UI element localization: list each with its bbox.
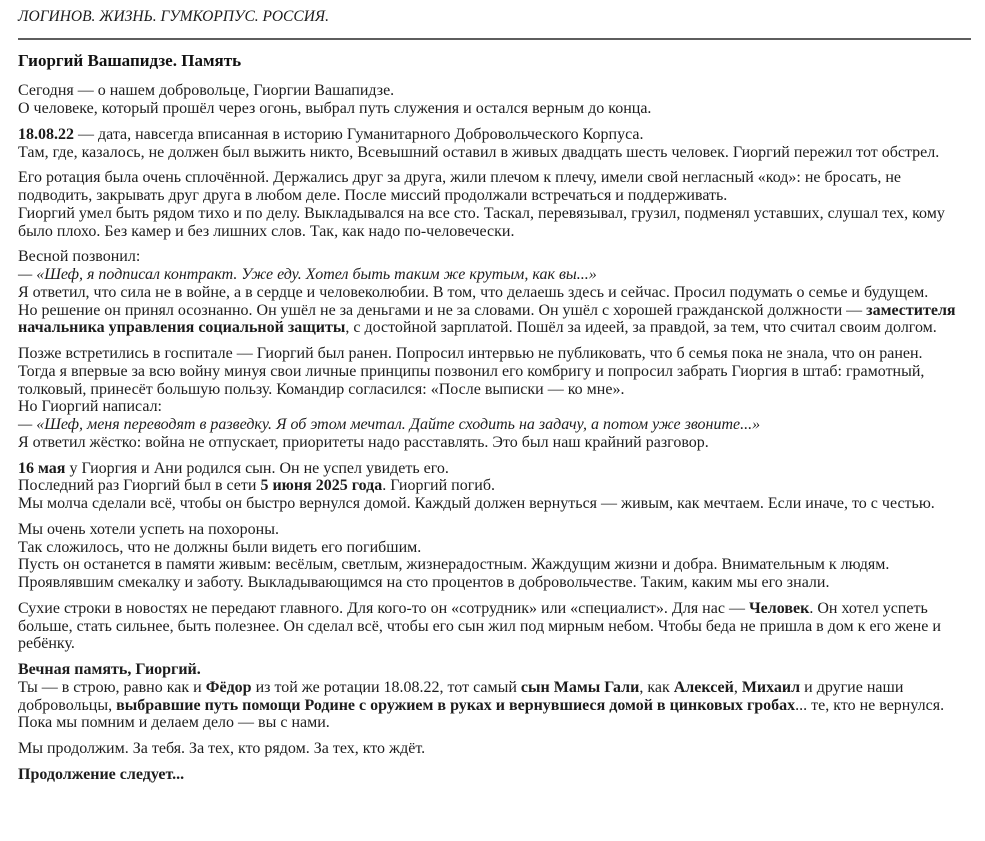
text-run: Так сложилось, что не должны были видеть его погибшим. (18, 538, 422, 556)
text-run: Мы очень хотели успеть на похороны. (18, 520, 279, 538)
text-run: Позже встретились в госпитале — Гиоргий был ранен. Попросил интервью не публиковать, что б семья пока не знала, что он ранен. (18, 345, 923, 363)
paragraph-eternal-memory (18, 661, 971, 732)
text-run: сын Мамы Гали (520, 678, 640, 696)
text-run: Мы молча сделали всё, чтобы он быстро вернулся домой. Каждый должен вернуться — живым, как мечтаем. Если иначе, то с честью. (18, 495, 935, 513)
text-run: — дата, навсегда вписанная в историю Гуманитарного Добровольческого Корпуса. (74, 125, 644, 143)
text-run: 18.08.22 (18, 125, 74, 143)
text-run: Михаил (741, 678, 801, 696)
paragraph-date-history (18, 126, 971, 162)
text-run: Последний раз Гиоргий был в сети (18, 477, 261, 495)
text-run: , (733, 678, 742, 696)
text-run: Я ответил жёстко: война не отпускает, приоритеты надо расставлять. Это был наш крайний разговор. (18, 433, 709, 451)
paragraph-human (18, 600, 971, 653)
text-run: — «Шеф, я подписал контракт. Уже еду. Хотел быть таким же крутым, как вы...» (18, 266, 597, 284)
paragraph-intro (18, 82, 971, 118)
text-run: Гиоргий умел быть рядом тихо и по делу. Выкладывался на все сто. Таскал, перевязывал, грузил, подменял уставших, слушал тех, кому было плохо. Без камер и без лишних слов. Так, как надо по-человечески. (18, 204, 945, 240)
article-title: Гиоргий Вашапидзе. Память (18, 50, 242, 70)
text-run: Мы продолжим. За тебя. За тех, кто рядом. За тех, кто ждёт. (18, 740, 426, 758)
text-run: Продолжение следует... (18, 765, 185, 783)
text-run: Пока мы помним и делаем дело — вы с нами. (18, 714, 330, 732)
text-run: Вечная память, Гиоргий. (18, 661, 201, 679)
text-run: Но решение он принял осознанно. Он ушёл не за деньгами и не за словами. Он ушёл с хорошей гражданской должности — (18, 301, 867, 319)
blog-tagline: ЛОГИНОВ. ЖИЗНЬ. ГУМКОРПУС. РОССИЯ. (18, 8, 329, 25)
text-run: Его ротация была очень сплочённой. Держались друг за друга, жили плечом к плечу, имели свой негласный «код»: не бросать, не подводить, закрывать друг друга в любом деле. После миссий продолжали встречаться и поддерживать. (18, 169, 901, 205)
text-run: О человеке, который прошёл через огонь, выбрал путь служения и остался верным до конца. (18, 100, 652, 118)
text-run: . Гиоргий погиб. (382, 477, 495, 495)
text-run: и другие наши добровольцы, (18, 678, 904, 714)
paragraph-we-continue (18, 740, 971, 758)
text-run: Ты — в строю, равно как и (18, 678, 206, 696)
paragraph-to-be-continued (18, 766, 971, 784)
text-run: заместителя начальника управления социальной защиты (18, 301, 956, 337)
text-run: Человек (748, 599, 810, 617)
text-run: у Гиоргия и Ани родился сын. Он не успел увидеть его. (65, 459, 449, 477)
text-run: Пусть он останется в памяти живым: весёлым, светлым, жизнерадостным. Жаждущим жизни и добра. Внимательным к людям. Проявлявшим смекалку и заботу. Выкладывающимся на сто процентов в добровольчестве. Таким, каким мы его знали. (18, 556, 890, 592)
text-run: 16 мая (18, 459, 66, 477)
text-run: , с достойной зарплатой. Пошёл за идеей, за правдой, за тем, что считал своим долгом. (345, 319, 937, 337)
text-run: — «Шеф, меня переводят в разведку. Я об этом мечтал. Дайте сходить на задачу, а потом уже звоните...» (18, 416, 761, 434)
text-run: , как (639, 678, 674, 696)
text-run: из той же ротации 18.08.22, тот самый (251, 678, 521, 696)
text-run: Но Гиоргий написал: (18, 398, 162, 416)
paragraph-memory-alive (18, 521, 971, 592)
divider-rule (18, 38, 971, 40)
text-run: Тогда я впервые за всю войну минуя свои личные принципы позвонил его комбригу и попросил забрать Гиоргия в штаб: грамотный, толковый, принесёт большую пользу. Командир согласился: «После выписки — ко мне». (18, 362, 925, 398)
text-run: . Он хотел успеть больше, стать сильнее, быть полезнее. Он сделал всё, чтобы его сын жил под мирным небом. Чтобы беда не пришла в дом к его жене и ребёнку. (18, 599, 941, 653)
text-run: Я ответил, что сила не в войне, а в сердце и человеколюбии. В том, что делаешь здесь и сейчас. Просил подумать о семье и будущем. (18, 283, 929, 301)
article-body (18, 82, 971, 783)
text-run: Сухие строки в новостях не передают главного. Для кого-то он «сотрудник» или «специалист». Для нас — (18, 599, 749, 617)
text-run: Сегодня — о нашем добровольце, Гиоргии Вашапидзе. (18, 82, 395, 100)
text-run: Весной позвонил: (18, 248, 141, 266)
text-run: ... те, кто не вернулся. (795, 696, 945, 714)
text-run: Фёдор (205, 678, 252, 696)
paragraph-rotation (18, 169, 971, 240)
text-run: 5 июня 2025 года (260, 477, 383, 495)
text-run: Алексей (673, 678, 734, 696)
paragraph-son-and-loss (18, 460, 971, 513)
text-run: выбравшие путь помощи Родине с оружием в руках и вернувшиеся домой в цинковых гробах (116, 696, 796, 714)
paragraph-spring-call (18, 248, 971, 337)
text-run: Там, где, казалось, не должен был выжить никто, Всевышний оставил в живых двадцать шесть человек. Гиоргий пережил тот обстрел. (18, 143, 940, 161)
paragraph-hospital (18, 345, 971, 452)
